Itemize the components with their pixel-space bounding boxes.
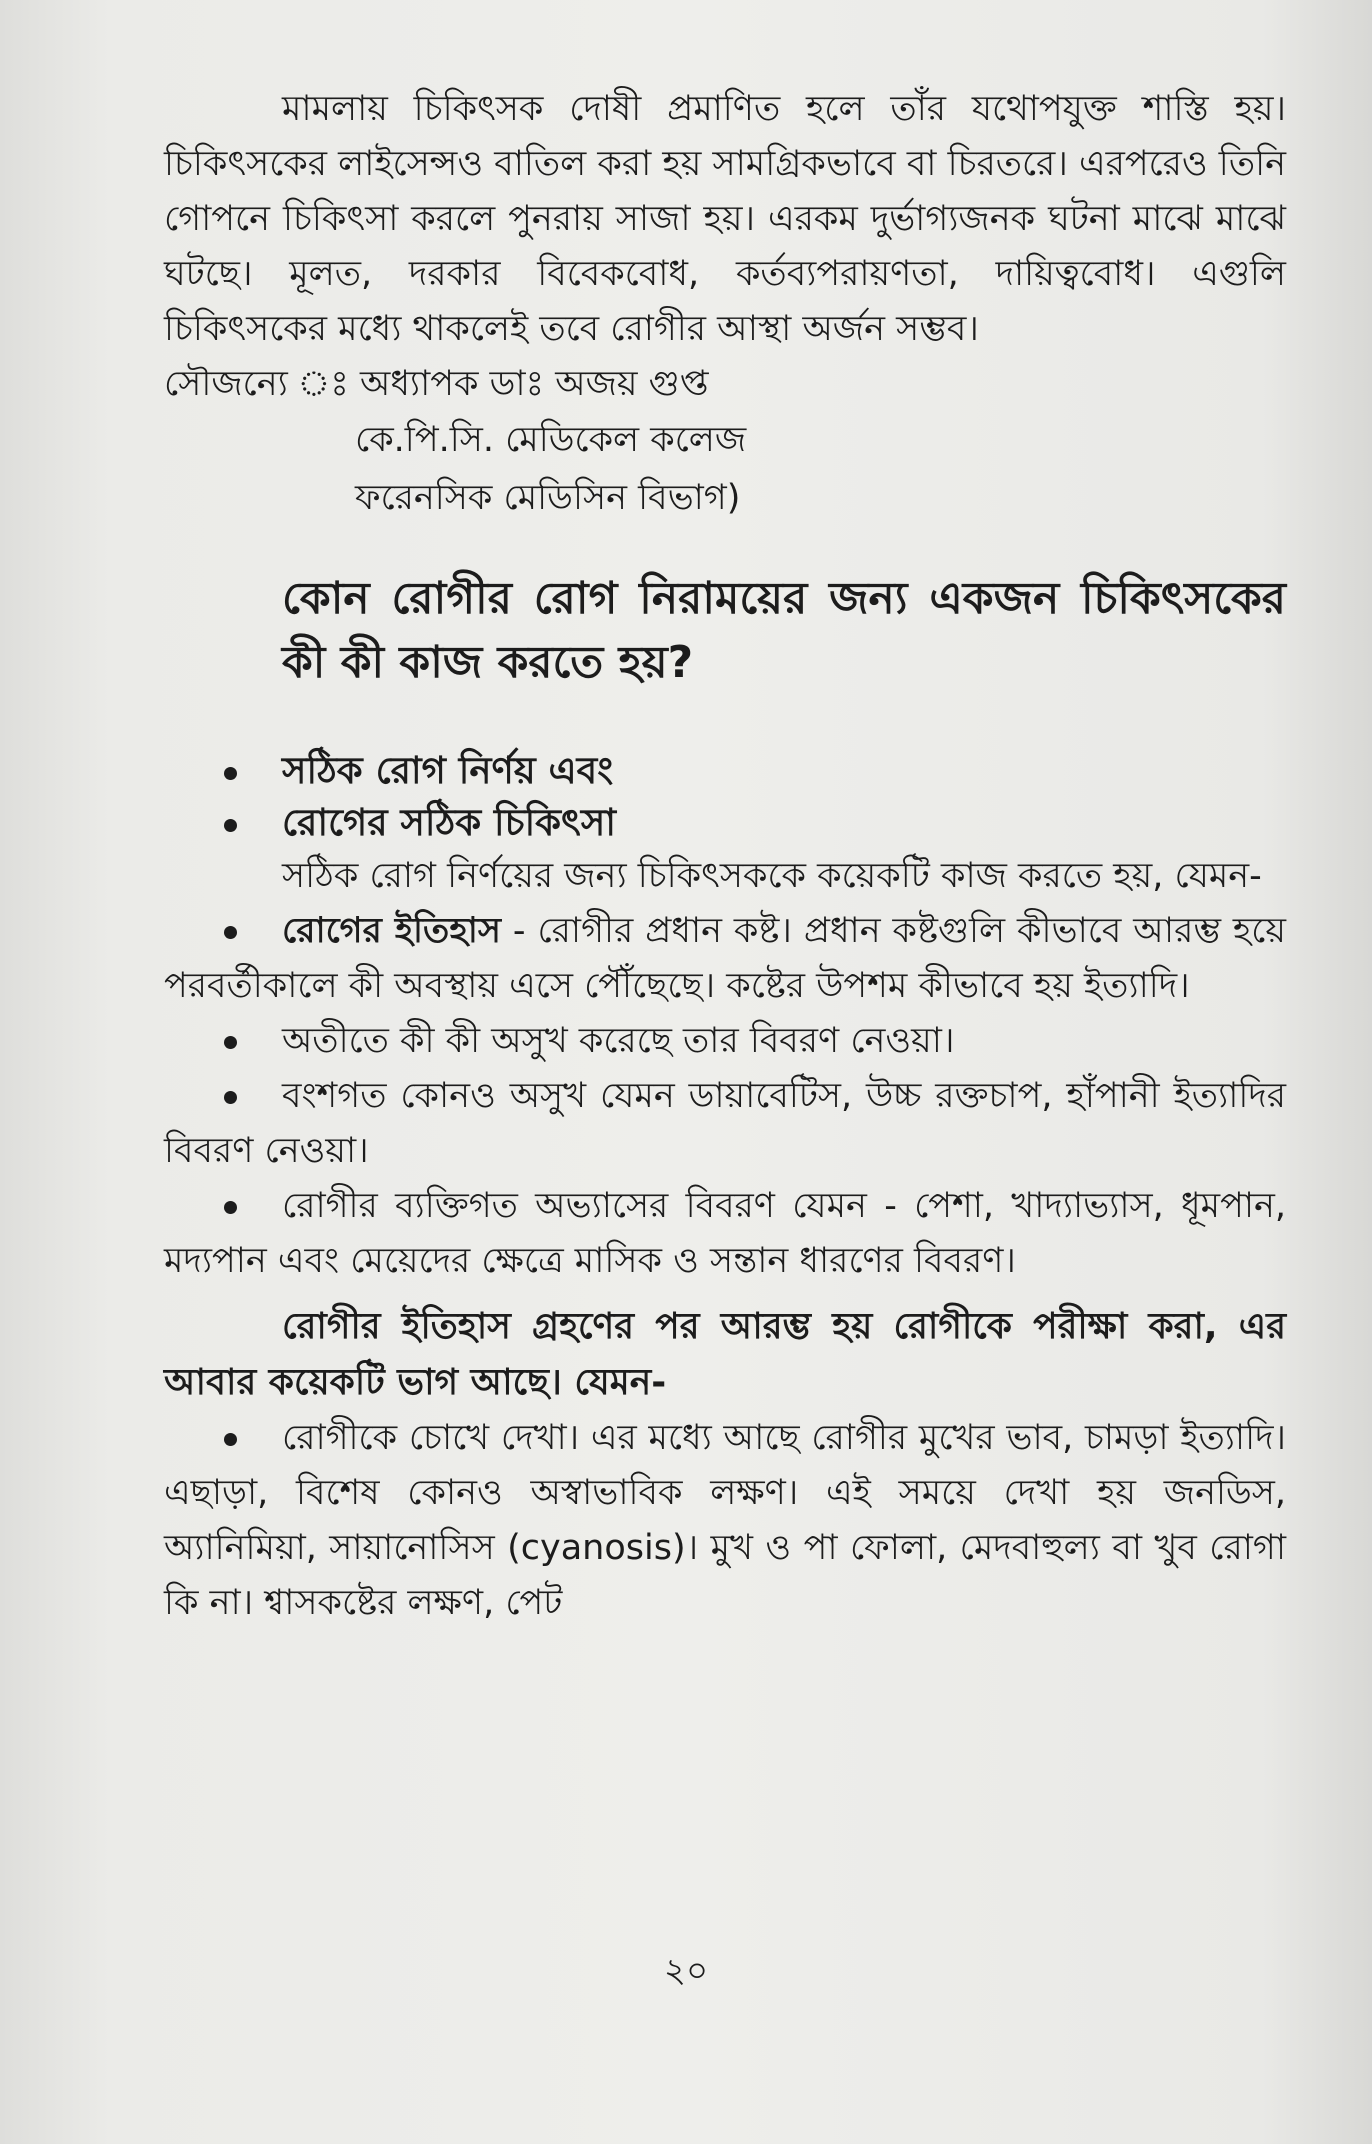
credit-line-2: কে.পি.সি. মেডিকেল কলেজ: [355, 420, 747, 460]
section-heading: কোন রোগীর রোগ নিরাময়ের জন্য একজন চিকিৎসকের কী কী কাজ করতে হয়?: [282, 573, 1286, 688]
credit-line-1: সৌজন্যে ঃ অধ্যাপক ডাঃ অজয় গুপ্ত: [164, 364, 709, 404]
list-item: [164, 797, 1286, 849]
credit-line-3: ফরেনসিক মেডিসিন বিভাগ): [355, 478, 741, 518]
observation-text: রোগীকে চোখে দেখা। এর মধ্যে আছে রোগীর মুখের ভাব, চামড়া ইত্যাদি। এছাড়া, বিশেষ কোনও অস্বাভাবিক লক্ষণ। এই সময়ে দেখা হয় জনডিস, অ্যানিমিয়া, সায়ানোসিস (cyanosis)। মুখ ও পা ফোলা, মেদবাহুল্য বা খুব রোগা কি না। শ্বাসকষ্টের লক্ষণ, পেট: [164, 1418, 1286, 1623]
bullet-icon: [224, 819, 237, 832]
bullet-icon: [224, 926, 237, 939]
hereditary-text: বংশগত কোনও অসুখ যেমন ডায়াবেটিস, উচ্চ রক্তচাপ, হাঁপানী ইত্যাদির বিবরণ নেওয়া।: [164, 1076, 1286, 1171]
habits-bullet: [164, 1179, 1286, 1289]
bullet-icon: [224, 1036, 237, 1049]
page-content: [164, 82, 1286, 1631]
examination-intro: রোগীর ইতিহাস গ্রহণের পর আরম্ভ হয় রোগীকে পরীক্ষা করা, এর আবার কয়েকটি ভাগ আছে। যেমন-: [164, 1306, 1286, 1403]
past-illness-bullet: [164, 1014, 1286, 1069]
bullet-text: সঠিক রোগ নির্ণয় এবং: [282, 749, 614, 792]
observation-bullet: [164, 1411, 1286, 1631]
credit-block: [164, 357, 1286, 527]
bullet-icon: [224, 1091, 237, 1104]
history-bullet: [164, 904, 1286, 1014]
bullet-icon: [224, 767, 237, 780]
main-bullet-list: [164, 745, 1286, 849]
history-text: - রোগীর প্রধান কষ্ট। প্রধান কষ্টগুলি কীভাবে আরম্ভ হয়ে পরবর্তীকালে কী অবস্থায় এসে পৌঁছেছে। কষ্টের উপশম কীভাবে হয় ইত্যাদি।: [164, 911, 1286, 1006]
hereditary-bullet: [164, 1069, 1286, 1179]
past-illness-text: অতীতে কী কী অসুখ করেছে তার বিবরণ নেওয়া।: [282, 1021, 955, 1061]
bullet-icon: [224, 1201, 237, 1214]
bullet-icon: [224, 1433, 237, 1446]
page-number: ২০: [663, 1951, 709, 1991]
history-label: রোগের ইতিহাস: [282, 911, 501, 951]
habits-text: রোগীর ব্যক্তিগত অভ্যাসের বিবরণ যেমন - পেশা, খাদ্যাভ্যাস, ধূমপান, মদ্যপান এবং মেয়েদের ক্ষেত্রে মাসিক ও সন্তান ধারণের বিবরণ।: [164, 1186, 1286, 1281]
diagnosis-intro: সঠিক রোগ নির্ণয়ের জন্য চিকিৎসককে কয়েকটি কাজ করতে হয়, যেমন-: [282, 856, 1262, 896]
intro-paragraph: মামলায় চিকিৎসক দোষী প্রমাণিত হলে তাঁর যথোপযুক্ত শাস্তি হয়। চিকিৎসকের লাইসেন্সও বাতিল করা হয় সামগ্রিকভাবে বা চিরতরে। এরপরেও তিনি গোপনে চিকিৎসা করলে পুনরায় সাজা হয়। এরকম দুর্ভাগ্যজনক ঘটনা মাঝে মাঝে ঘটছে। মূলত, দরকার বিবেকবোধ, কর্তব্যপরায়ণতা, দায়িত্ববোধ। এগুলি চিকিৎসকের মধ্যে থাকলেই তবে রোগীর আস্থা অর্জন সম্ভব।: [164, 89, 1286, 349]
list-item: [164, 745, 1286, 797]
bullet-text: রোগের সঠিক চিকিৎসা: [282, 801, 616, 844]
